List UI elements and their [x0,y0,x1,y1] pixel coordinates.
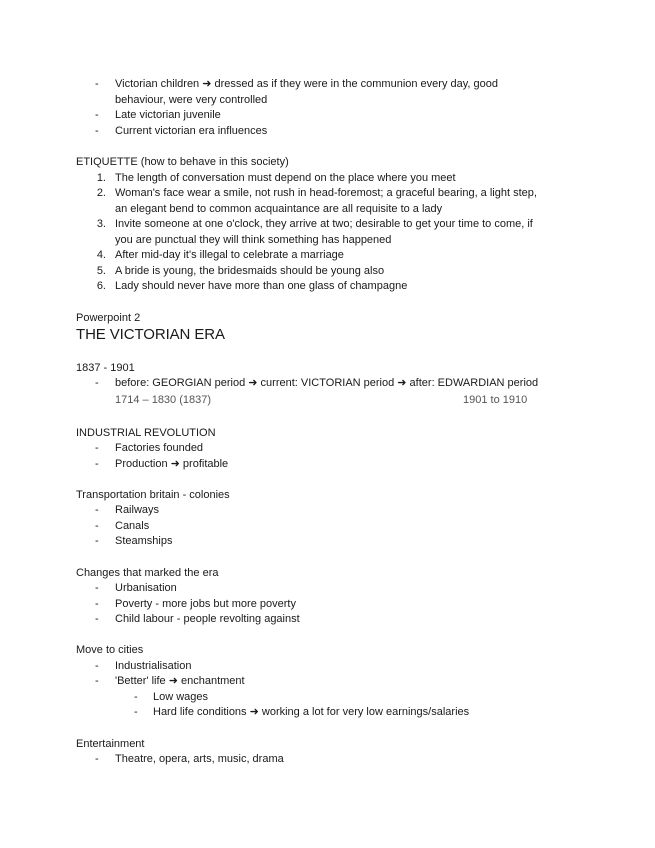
georgian-dates: 1714 – 1830 (1837) [115,394,212,406]
transport-item-3: Steamships [115,535,173,547]
transport-heading: Transportation britain - colonies [76,489,230,501]
list-number: 4. [96,249,106,261]
bullet-dash: - [95,109,99,121]
page-title: THE VICTORIAN ERA [76,326,225,343]
intro-bullet-1-cont: behaviour, were very controlled [115,94,268,106]
etiquette-item-5: A bride is young, the bridesmaids should be young also [115,265,385,277]
bullet-dash: - [95,78,99,90]
bullet-dash: - [95,535,99,547]
entertainment-item-1: Theatre, opera, arts, music, drama [115,753,284,765]
bullet-dash: - [95,582,99,594]
cities-item-1: Industrialisation [115,660,192,672]
bullet-dash: - [95,598,99,610]
bullet-dash: - [95,125,99,137]
etiquette-item-4: After mid-day it's illegal to celebrate a marriage [115,249,344,261]
period-dates: 1837 - 1901 [76,362,135,374]
intro-bullet-1: Victorian children ➜ dressed as if they were in the communion every day, good [115,78,499,90]
edwardian-dates: 1901 to 1910 [463,394,528,406]
list-number: 6. [96,280,106,292]
changes-item-2: Poverty - more jobs but more poverty [115,598,296,610]
bullet-dash: - [95,377,99,389]
bullet-dash: - [95,458,99,470]
intro-bullet-2: Late victorian juvenile [115,109,221,121]
powerpoint-label: Powerpoint 2 [76,312,141,324]
period-bullet: before: GEORGIAN period ➜ current: VICTORIAN period ➜ after: EDWARDIAN period [115,377,539,389]
cities-heading: Move to cities [76,644,144,656]
cities-sub-item-2: Hard life conditions ➜ working a lot for very low earnings/salaries [153,706,470,718]
bullet-dash: - [95,504,99,516]
changes-item-1: Urbanisation [115,582,177,594]
transport-item-2: Canals [115,520,150,532]
etiquette-heading: ETIQUETTE (how to behave in this society) [76,156,289,168]
etiquette-item-2-cont: an elegant bend to common acquaintance are all requisite to a lady [115,203,443,215]
intro-bullet-3: Current victorian era influences [115,125,268,137]
etiquette-item-2: Woman's face wear a smile, not rush in head-foremost; a graceful bearing, a light step, [115,187,537,199]
cities-sub-item-1: Low wages [153,691,209,703]
changes-heading: Changes that marked the era [76,567,219,579]
bullet-dash: - [95,675,99,687]
list-number: 2. [96,187,106,199]
etiquette-item-3-cont: you are punctual they will think something has happened [115,234,392,246]
cities-item-2: 'Better' life ➜ enchantment [115,675,245,687]
list-number: 1. [96,172,106,184]
industrial-item-1: Factories founded [115,442,204,454]
bullet-dash: - [95,613,99,625]
etiquette-item-1: The length of conversation must depend on the place where you meet [115,172,456,184]
etiquette-item-6: Lady should never have more than one glass of champagne [115,280,408,292]
transport-item-1: Railways [115,504,160,516]
industrial-heading: INDUSTRIAL REVOLUTION [76,427,216,439]
sub-bullet-dash: - [134,706,138,718]
bullet-dash: - [95,442,99,454]
list-number: 3. [96,218,106,230]
industrial-item-2: Production ➜ profitable [115,458,229,470]
bullet-dash: - [95,660,99,672]
sub-bullet-dash: - [134,691,138,703]
bullet-dash: - [95,520,99,532]
etiquette-item-3: Invite someone at one o'clock, they arrive at two; desirable to get your time to come, if [115,218,533,230]
changes-item-3: Child labour - people revolting against [115,613,300,625]
list-number: 5. [96,265,106,277]
bullet-dash: - [95,753,99,765]
entertainment-heading: Entertainment [76,738,145,750]
